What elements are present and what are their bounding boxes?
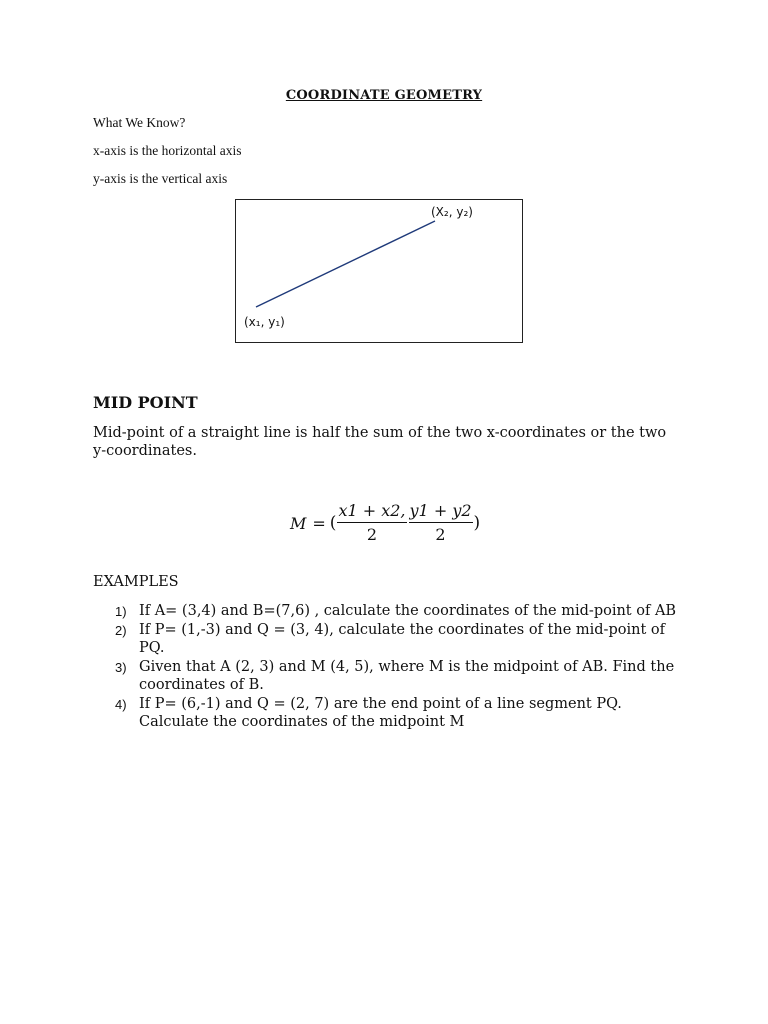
midpoint-definition: Mid-point of a straight line is half the sum of the two x-coordinates or the two y-coordinates. (93, 425, 667, 459)
examples-list (115, 602, 690, 732)
midpoint-formula (290, 500, 480, 546)
formula-x-fraction (337, 501, 406, 545)
example-item (115, 658, 690, 695)
midpoint-heading: MID POINT (93, 393, 198, 412)
formula-x-numerator: x1 + x2, (337, 501, 406, 523)
example-item (115, 695, 690, 732)
example-item (115, 602, 690, 621)
example-number: 1) (115, 604, 127, 619)
what-we-know-heading: What We Know? (93, 115, 186, 130)
example-text: If P= (6,-1) and Q = (2, 7) are the end point of a line segment PQ. Calculate the coordinates of the midpoint M (139, 695, 622, 730)
x-axis-statement: x-axis is the horizontal axis (93, 143, 242, 158)
example-number: 4) (115, 696, 127, 712)
formula-open-paren: ( (329, 513, 337, 533)
page-title: COORDINATE GEOMETRY (285, 88, 483, 103)
end-point-label: (X₂, y₂) (431, 205, 473, 219)
example-text: If A= (3,4) and B=(7,6) , calculate the coordinates of the mid-point of AB (139, 603, 677, 619)
example-text: If P= (1,-3) and Q = (3, 4), calculate the coordinates of the mid-point of PQ. (139, 621, 665, 656)
example-number: 3) (115, 659, 127, 675)
line-segment (256, 221, 435, 307)
formula-close-paren: ) (473, 513, 481, 533)
example-text: Given that A (2, 3) and M (4, 5), where M is the midpoint of AB. Find the coordinates of B. (139, 658, 675, 693)
formula-equals: = (312, 513, 326, 533)
example-number: 2) (115, 622, 127, 638)
start-point-label: (x₁, y₁) (244, 315, 285, 329)
example-item (115, 621, 690, 658)
formula-lhs: M (290, 513, 307, 533)
formula-x-denominator: 2 (366, 525, 378, 544)
y-axis-statement: y-axis is the vertical axis (93, 171, 228, 186)
formula-y-numerator: y1 + y2 (409, 501, 473, 523)
formula-y-fraction (409, 501, 473, 545)
formula-y-denominator: 2 (435, 525, 446, 544)
examples-heading: EXAMPLES (93, 574, 179, 590)
line-segment-diagram (235, 199, 523, 343)
